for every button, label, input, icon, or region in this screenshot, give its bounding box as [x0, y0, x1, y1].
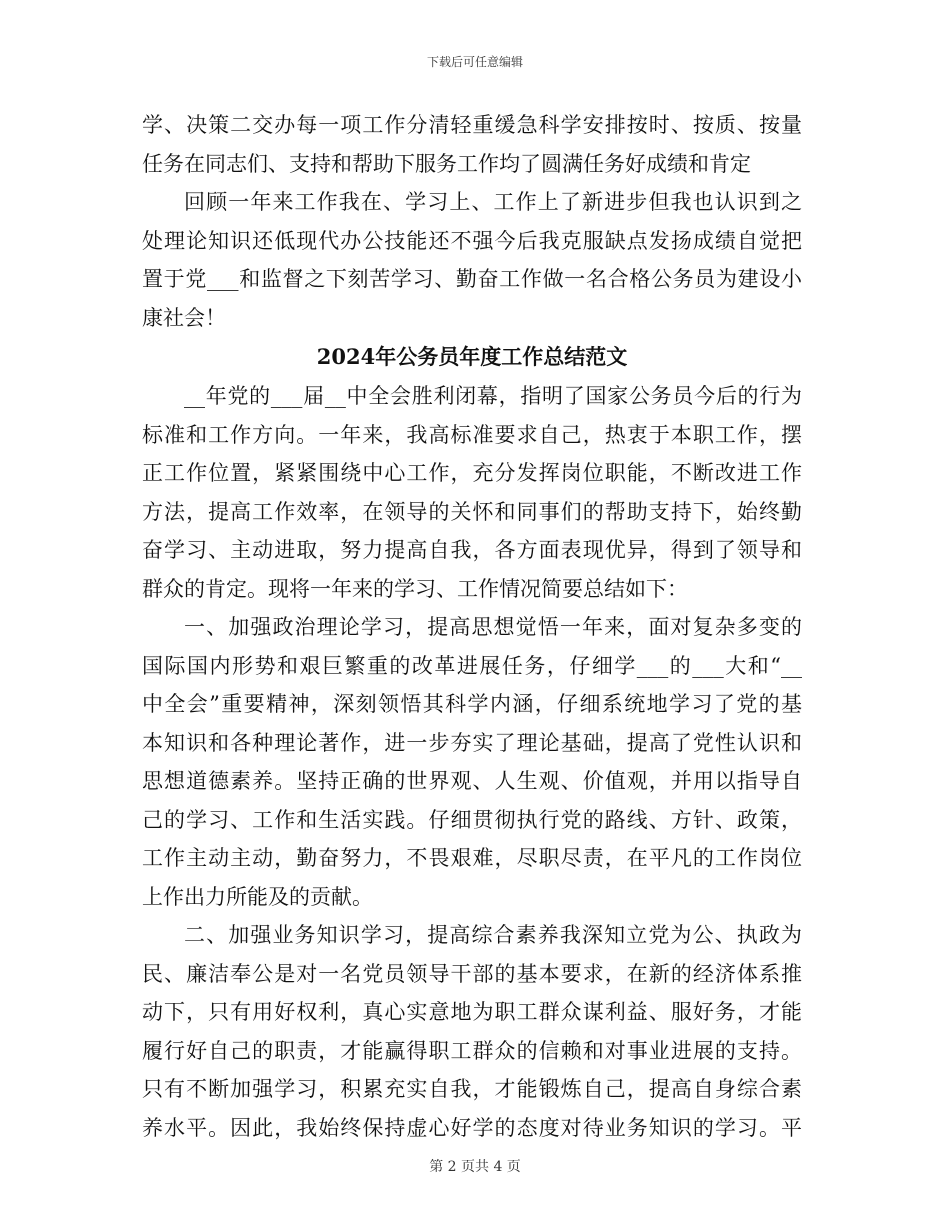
text-line: 己的学习、工作和生活实践。仔细贯彻执行党的路线、方针、政策，	[142, 807, 802, 832]
text-line: 只有不断加强学习，积累充实自我，才能锻炼自己，提高自身综合素	[142, 1077, 802, 1101]
section-title: 2024年公务员年度工作总结范文	[316, 344, 628, 369]
text-line: 二、加强业务知识学习，提高综合素养我深知立党为公、执政为	[184, 923, 802, 947]
text-line: 民、廉洁奉公是对一名党员领导干部的基本要求，在新的经济体系推	[142, 961, 802, 986]
text-line: 正工作位置，紧紧围绕中心工作，充分发挥岗位职能，不断改进工作	[142, 461, 802, 485]
text-line: 奋学习、主动进取，努力提高自我，各方面表现优异，得到了领导和	[142, 538, 802, 562]
text-line: 养水平。因此，我始终保持虚心好学的态度对待业务知识的学习。平	[142, 1115, 802, 1140]
text-line: 处理论知识还低现代办公技能还不强今后我克服缺点发扬成绩自觉把	[142, 228, 802, 253]
text-line: 群众的肯定。现将一年来的学习、工作情况简要总结如下：	[142, 576, 688, 601]
text-line: 工作主动主动，勤奋努力，不畏艰难，尽职尽责，在平凡的工作岗位	[142, 846, 802, 870]
page-footer: 第 2 页共 4 页	[429, 1159, 521, 1175]
page-header: 下载后可任意编辑	[426, 55, 523, 69]
text-line: 标准和工作方向。一年来，我高标准要求自己，热衷于本职工作，摆	[142, 422, 802, 447]
text-line: 方法，提高工作效率，在领导的关怀和同事们的帮助支持下，始终勤	[142, 499, 802, 524]
text-line: 国际国内形势和艰巨繁重的改革进展任务，仔细学___的___大和“__	[142, 653, 802, 678]
text-line: 康社会！	[142, 305, 226, 330]
text-line: 任务在同志们、支持和帮助下服务工作均了圆满任务好成绩和肯定	[142, 151, 751, 176]
document-body	[142, 106, 802, 1147]
text-line: 学、决策二交办每一项工作分清轻重缓急科学安排按时、按质、按量	[142, 113, 802, 137]
text-line: 回顾一年来工作我在、学习上、工作上了新进步但我也认识到之	[184, 190, 802, 214]
text-line: 本知识和各种理论著作，进一步夯实了理论基础，提高了党性认识和	[142, 730, 802, 755]
text-line: 一、加强政治理论学习，提高思想觉悟一年来，面对复杂多变的	[184, 615, 802, 639]
text-line: 动下，只有用好权利，真心实意地为职工群众谋利益、服好务，才能	[142, 1000, 802, 1024]
text-line: __年党的___届__中全会胜利闭幕，指明了国家公务员今后的行为	[184, 384, 802, 408]
text-line: 中全会”重要精神，深刻领悟其科学内涵，仔细系统地学习了党的基	[142, 692, 802, 716]
text-line: 置于党___和监督之下刻苦学习、勤奋工作做一名合格公务员为建设小	[142, 267, 802, 291]
text-line: 履行好自己的职责，才能赢得职工群众的信赖和对事业进展的支持。	[142, 1038, 802, 1063]
text-line: 上作出力所能及的贡献。	[142, 884, 373, 909]
text-line: 思想道德素养。坚持正确的世界观、人生观、价值观，并用以指导自	[142, 769, 802, 793]
